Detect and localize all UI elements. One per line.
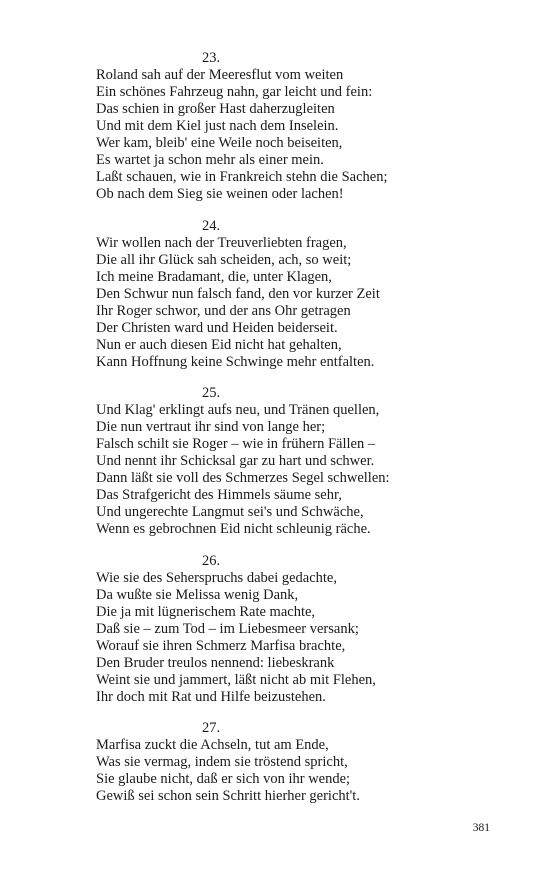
verse-line: Den Schwur nun falsch fand, den vor kurzer Zeit bbox=[96, 286, 380, 302]
verse-line: Wir wollen nach der Treuverliebten fragen, bbox=[96, 235, 347, 251]
verse-line: Was sie vermag, indem sie tröstend spricht, bbox=[96, 754, 348, 770]
page-number: 381 bbox=[472, 822, 490, 834]
verse-line: Ich meine Bradamant, die, unter Klagen, bbox=[96, 269, 332, 285]
verse-line: Ob nach dem Sieg sie weinen oder lachen! bbox=[96, 186, 344, 202]
verse-line: Kann Hoffnung keine Schwinge mehr entfalten. bbox=[96, 354, 375, 370]
verse-line: Wenn es gebrochnen Eid nicht schleunig räche. bbox=[96, 521, 371, 537]
verse-line: Und ungerechte Langmut sei's und Schwäche, bbox=[96, 504, 364, 520]
verse-line: Sie glaube nicht, daß er sich von ihr wende; bbox=[96, 771, 351, 787]
stanza-25 bbox=[96, 385, 456, 538]
verse-line: Wie sie des Seherspruchs dabei gedachte, bbox=[96, 570, 337, 586]
stanza-number: 25. bbox=[201, 385, 221, 401]
verse-line: Nun er auch diesen Eid nicht hat gehalten, bbox=[96, 337, 342, 353]
verse-line: Die all ihr Glück sah scheiden, ach, so weit; bbox=[96, 252, 352, 268]
verse-line: Das schien in großer Hast daherzugleiten bbox=[96, 101, 335, 117]
verse-line: Marfisa zuckt die Achseln, tut am Ende, bbox=[96, 737, 329, 753]
verse-line: Da wußte sie Melissa wenig Dank, bbox=[96, 587, 299, 603]
verse-line: Dann läßt sie voll des Schmerzes Segel schwellen: bbox=[96, 470, 390, 486]
verse-line: Und Klag' erklingt aufs neu, und Tränen quellen, bbox=[96, 402, 380, 418]
verse-line: Die nun vertraut ihr sind von lange her; bbox=[96, 419, 326, 435]
verse-line: Der Christen ward und Heiden beiderseit. bbox=[96, 320, 338, 336]
stanza-number: 27. bbox=[201, 720, 221, 736]
stanza-24 bbox=[96, 218, 456, 371]
verse-line: Und nennt ihr Schicksal gar zu hart und schwer. bbox=[96, 453, 375, 469]
verse-line: Die ja mit lügnerischem Rate machte, bbox=[96, 604, 316, 620]
verse-line: Daß sie – zum Tod – im Liebesmeer versank; bbox=[96, 621, 359, 637]
stanza-number: 24. bbox=[201, 218, 221, 234]
verse-line: Gewiß sei schon sein Schritt hierher gericht't. bbox=[96, 788, 360, 804]
verse-line: Ein schönes Fahrzeug nahn, gar leicht und fein: bbox=[96, 84, 373, 100]
stanza-number: 23. bbox=[201, 50, 221, 66]
verse-line: Ihr doch mit Rat und Hilfe beizustehen. bbox=[96, 689, 326, 705]
verse-line: Den Bruder treulos nennend: liebeskrank bbox=[96, 655, 335, 671]
verse-line: Roland sah auf der Meeresflut vom weiten bbox=[96, 67, 344, 83]
stanza-23 bbox=[96, 50, 456, 203]
stanza-number: 26. bbox=[201, 553, 221, 569]
stanza-27 bbox=[96, 720, 456, 805]
verse-line: Ihr Roger schwor, und der ans Ohr getragen bbox=[96, 303, 351, 319]
verse-line: Und mit dem Kiel just nach dem Inselein. bbox=[96, 118, 339, 134]
verse-line: Worauf sie ihren Schmerz Marfisa brachte, bbox=[96, 638, 346, 654]
verse-line: Falsch schilt sie Roger – wie in frühern Fällen – bbox=[96, 436, 376, 452]
stanza-26 bbox=[96, 553, 456, 706]
verse-line: Das Strafgericht des Himmels säume sehr, bbox=[96, 487, 342, 503]
verse-line: Es wartet ja schon mehr als einer mein. bbox=[96, 152, 324, 168]
verse-line: Laßt schauen, wie in Frankreich stehn die Sachen; bbox=[96, 169, 388, 185]
verse-line: Wer kam, bleib' eine Weile noch beiseiten, bbox=[96, 135, 343, 151]
verse-line: Weint sie und jammert, läßt nicht ab mit Flehen, bbox=[96, 672, 376, 688]
